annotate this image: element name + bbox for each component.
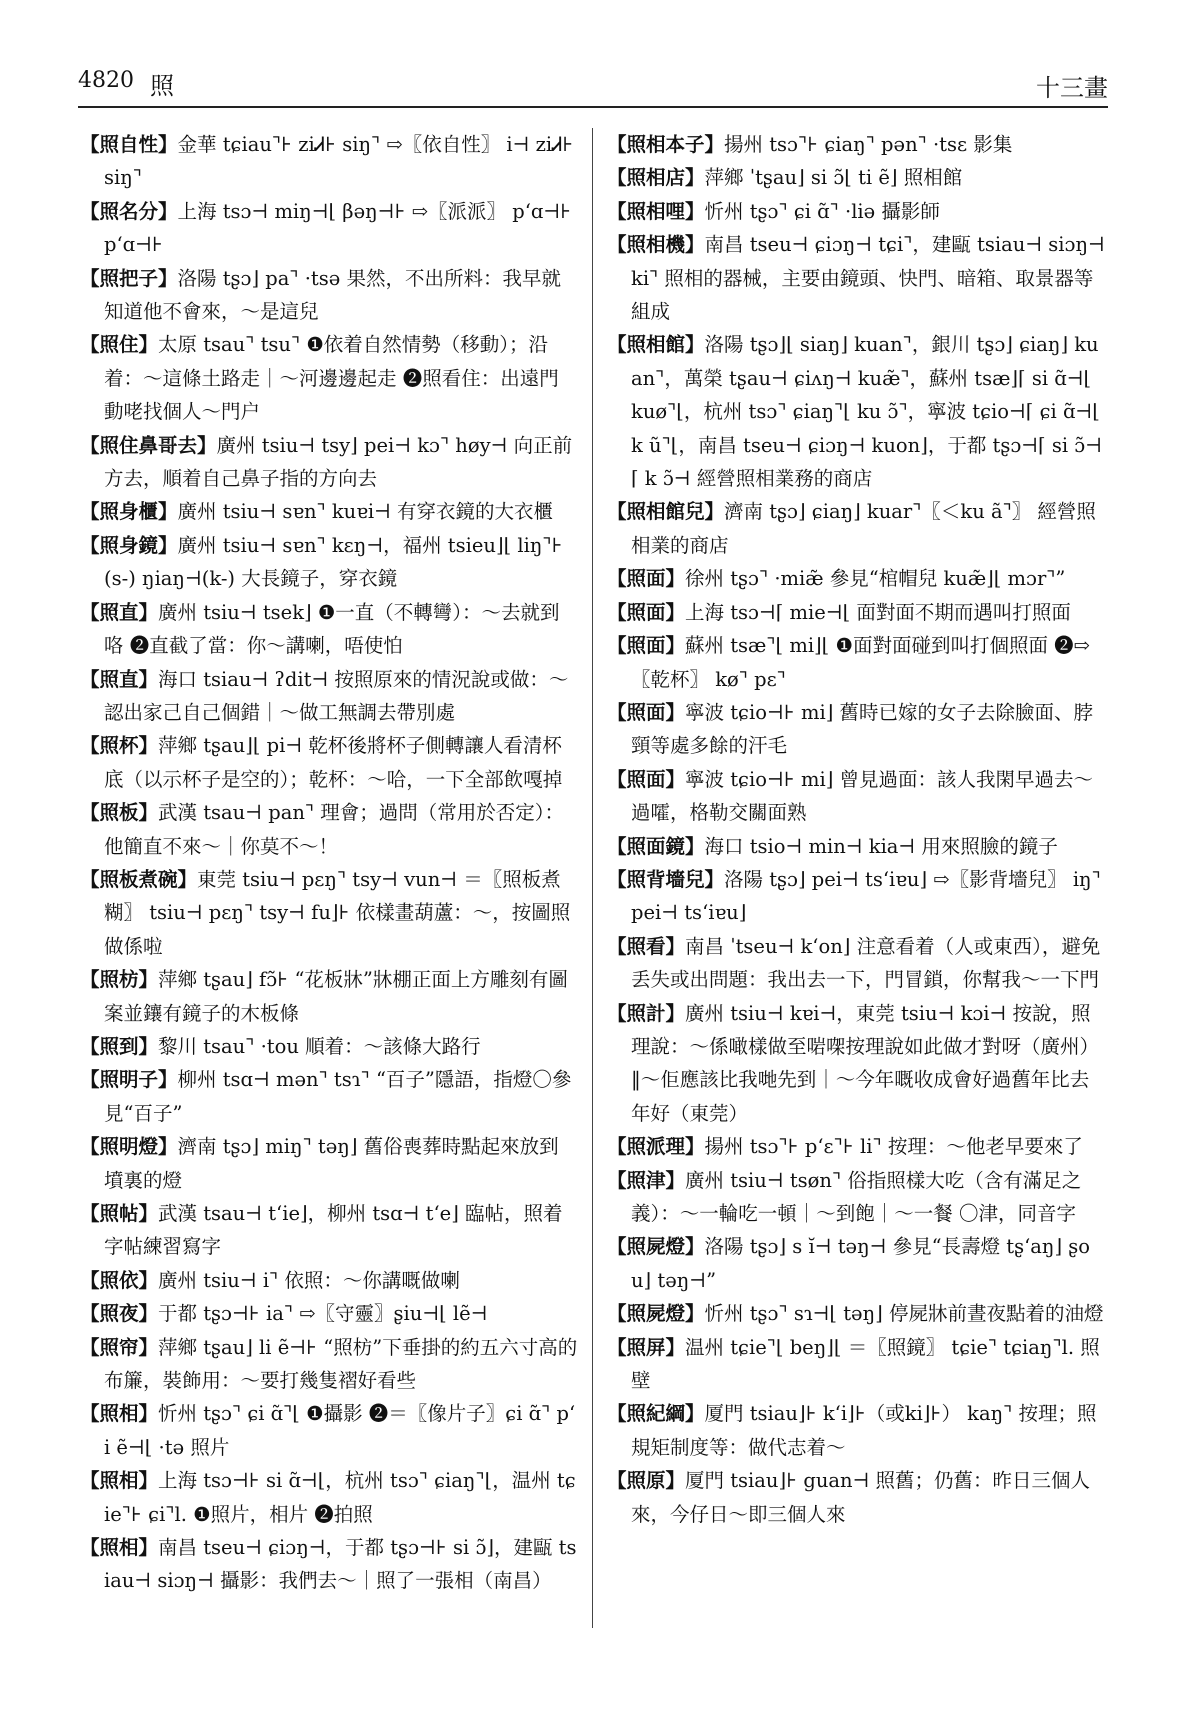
- entry-headword: 【照自性】: [80, 133, 178, 156]
- entry-headword: 【照屍燈】: [607, 1235, 705, 1259]
- dictionary-entry: [80, 429, 578, 496]
- entry-definition: 武漢 tsau⊣ tʻie⌋，柳州 tsɑ⊣ tʻe⌋ 臨帖，照着字帖練習寫字: [104, 1202, 563, 1259]
- entry-definition: 濟南 tʂɔ⌋ ɕiaŋ⌋ kuar⌝〖＜ku ã⌝〗 經營照相業的商店: [631, 500, 1096, 557]
- entry-definition: 萍鄉 ˈtʂau⌋ si ɔ̃⌊ ti ẽ⌋ 照相館: [704, 166, 963, 190]
- entry-headword: 【照帘】: [80, 1335, 159, 1359]
- entry-headword: 【照面】: [607, 600, 686, 624]
- dictionary-entry: [607, 1297, 1105, 1330]
- entry-definition: 廣州 tsiu⊣ tsøn⌝ 俗指照樣大吃（含有滿足之義）：～一輪吃一頓｜～到飽｜～一餐 〇津，同音字: [631, 1168, 1082, 1225]
- entry-definition: 揚州 tsɔ⌝⊦ pʻɛ⌝⊦ li⌝ 按理：～他老早要來了: [704, 1135, 1083, 1159]
- entry-headword: 【照原】: [607, 1469, 686, 1493]
- entry-definition: 洛陽 tʂɔ⌋ pei⊣ tsʻiɐu⌋ ⇨〖影背墻兒〗 iŋ⌝ pei⊣ tsʻiɐu⌋: [631, 867, 1101, 925]
- entry-headword: 【照屏】: [607, 1335, 686, 1359]
- entry-definition: 厦門 tsiau⌋⊦ kʻi⌋⊦（或ki⌋⊦） kaŋ⌝ 按理；照規矩制度等：做代志着～: [631, 1402, 1097, 1459]
- dictionary-entry: [80, 529, 578, 596]
- entry-definition: 温州 tɕie⌝⌊ beŋ⌋⌊ ＝〖照鏡〗 tɕie⌝ tɕiaŋ⌝l. 照壁: [631, 1335, 1100, 1393]
- dictionary-entry: [80, 1464, 578, 1531]
- dictionary-entry: [80, 596, 578, 663]
- stroke-count-label: 十三畫: [1036, 74, 1108, 102]
- entry-definition: 廣州 tsiu⊣ i⌝ 依照：～你講嘅做喇: [158, 1268, 460, 1292]
- dictionary-entry: [607, 228, 1105, 328]
- dictionary-entry: [607, 997, 1105, 1131]
- entry-headword: 【照杯】: [80, 734, 159, 758]
- head-character: 照: [150, 72, 174, 100]
- page-number: 4820: [78, 68, 134, 93]
- entry-headword: 【照相】: [80, 1402, 159, 1426]
- dictionary-entry: [80, 1297, 578, 1330]
- dictionary-entry: [80, 1197, 578, 1264]
- entry-definition: 海口 tsio⊣ min⊣ kia⊣ 用來照臉的鏡子: [704, 834, 1058, 858]
- dictionary-entry: [80, 963, 578, 1030]
- entry-headword: 【照相館】: [607, 333, 705, 357]
- entry-headword: 【照計】: [607, 1001, 686, 1025]
- dictionary-entry: [80, 1531, 578, 1598]
- entry-headword: 【照相機】: [607, 233, 705, 257]
- entry-headword: 【照到】: [80, 1034, 159, 1058]
- entry-headword: 【照直】: [80, 667, 159, 691]
- entry-definition: 洛陽 tʂɔ⌋ s ĭ⊣ təŋ⊣ 參見“長壽燈 tʂʻaŋ⌋ ʂou⌋ təŋ⊣”: [631, 1235, 1091, 1292]
- dictionary-entry: [607, 596, 1105, 629]
- entry-definition: 上海 tsɔ⊣⌈ mie⊣⌊ 面對面不期而遇叫打照面: [685, 600, 1071, 624]
- entry-headword: 【照相店】: [607, 166, 705, 190]
- dictionary-entry: [607, 763, 1105, 830]
- entry-definition: 萍鄉 tʂau⌋ li ẽ⊣⊦ “照枋”下垂掛的約五六寸高的布簾，裝飾用：～要打幾隻褶好看些: [104, 1335, 578, 1393]
- entry-headword: 【照名分】: [80, 199, 178, 223]
- entry-definition: 海口 tsiau⊣ ʔdit⊣ 按照原來的情況說或做：～認出家己自己個錯｜～做工無調去帶別處: [104, 667, 569, 724]
- dictionary-entry: [80, 729, 578, 796]
- entry-headword: 【照住】: [80, 333, 159, 357]
- entry-headword: 【照帖】: [80, 1202, 159, 1225]
- entry-headword: 【照明子】: [80, 1068, 178, 1092]
- entry-headword: 【照面】: [607, 634, 686, 658]
- dictionary-entry: [80, 495, 578, 528]
- entry-headword: 【照身櫃】: [80, 500, 178, 524]
- entry-headword: 【照明燈】: [80, 1135, 178, 1159]
- entry-definition: 洛陽 tʂɔ⌋⌊ siaŋ⌋ kuan⌝，銀川 tʂɔ⌋ ɕiaŋ⌋ kuan⌝，萬榮 tʂau⊣ ɕiʌŋ⊣ kuæ̃⌝，蘇州 tsæ⌋⌈ si ɑ̃⊣⌊ kuø⌝⌊，杭州 tsɔ⌝ ɕiaŋ⌝⌊ ku ɔ̃⌝，寧波 tɕio⊣⌈ ɕi ɑ̃⊣⌊ k ũ⌝⌊，南昌 tseu⊣ ɕiɔŋ⊣ kuon⌋，于都 tʂɔ⊣⌈ si ɔ̃⊣⌈ k ɔ̃⊣ 經營照相業務的商店: [631, 333, 1102, 491]
- dictionary-entry: [607, 930, 1105, 997]
- entry-definition: 廣州 tsiu⊣ sɐn⌝ kɛŋ⊣，福州 tsieu⌋⌊ liŋ⌝⊦ (s-) ŋiaŋ⊣(k-) 大長鏡子，穿衣鏡: [104, 533, 563, 591]
- entry-headword: 【照相】: [80, 1536, 159, 1560]
- entry-headword: 【照枋】: [80, 968, 159, 992]
- dictionary-entry: [607, 128, 1105, 161]
- dictionary-entry: [80, 1063, 578, 1130]
- dictionary-entry: [80, 262, 578, 329]
- entry-headword: 【照板】: [80, 801, 159, 825]
- entry-headword: 【照相哩】: [607, 199, 705, 223]
- dictionary-entry: [607, 562, 1105, 595]
- page-header: [78, 60, 1108, 108]
- entry-definition: 忻州 tʂɔ⌝ ɕi ɑ̃⌝⌊ ❶攝影 ❷＝〖像片子〗ɕi ɑ̃⌝ pʻi ẽ⊣⌊ ·tə 照片: [104, 1402, 576, 1459]
- left-column: [80, 128, 578, 1628]
- dictionary-entry: [80, 1130, 578, 1197]
- entry-definition: 柳州 tsɑ⊣ mən⌝ tsɿ⌝ “百子”隱語，指燈〇參見“百子”: [104, 1068, 572, 1125]
- entry-headword: 【照紀綱】: [607, 1402, 705, 1426]
- entry-definition: 忻州 tʂɔ⌝ ɕi ɑ̃⌝ ·liə 攝影師: [704, 199, 940, 223]
- entry-headword: 【照直】: [80, 600, 159, 624]
- entry-headword: 【照相】: [80, 1469, 159, 1493]
- entry-headword: 【照面】: [607, 567, 686, 591]
- entry-definition: 廣州 tsiu⊣ tsy⌋ pei⊣ kɔ⌝ høy⊣ 向正前方去，順着自己鼻子指的方向去: [104, 433, 573, 491]
- entry-definition: 上海 tsɔ⊣ miŋ⊣⌊ βəŋ⊣⊦ ⇨〖派派〗 pʻɑ⊣⊦ pʻɑ⊣⊦: [104, 199, 572, 257]
- dictionary-entry: [607, 696, 1105, 763]
- entry-headword: 【照把子】: [80, 266, 178, 290]
- dictionary-entry: [80, 328, 578, 428]
- entry-definition: 金華 tɕiau⌝⊦ ziᏗ⊦ siŋ⌝ ⇨〖依自性〗 i⊣ ziᏗ⊦ siŋ⌝: [104, 133, 574, 190]
- dictionary-entry: [607, 495, 1105, 562]
- entry-definition: 揚州 tsɔ⌝⊦ ɕiaŋ⌝ pən⌝ ·tsɛ 影集: [724, 133, 1013, 156]
- entry-headword: 【照屍燈】: [607, 1302, 705, 1326]
- entry-headword: 【照派理】: [607, 1135, 705, 1159]
- dictionary-entry: [607, 1230, 1105, 1297]
- entry-definition: 洛陽 tʂɔ⌋ pa⌝ ·tsə 果然，不出所料：我早就知道他不會來，～是這兒: [104, 266, 562, 324]
- entry-definition: 太原 tsau⌝ tsu⌝ ❶依着自然情勢（移動）；沿着：～這條土路走｜～河邊邊起走 ❷照看住：出遠門動咾找個人～門户: [104, 333, 559, 424]
- dictionary-entry: [607, 1397, 1105, 1464]
- entry-definition: 上海 tsɔ⊣⊦ si ɑ̃⊣⌊，杭州 tsɔ⌝ ɕiaŋ⌝⌊，温州 tɕie⌝⊦ ɕi⌝l. ❶照片，相片 ❷拍照: [104, 1469, 576, 1526]
- entry-definition: 寧波 tɕio⊣⊦ mi⌋ 舊時已嫁的女子去除臉面、脖頸等處多餘的汗毛: [631, 700, 1094, 758]
- entry-definition: 南昌 tseu⊣ ɕiɔŋ⊣ tɕi⌝，建甌 tsiau⊣ siɔŋ⊣ ki⌝ 照相的器械，主要由鏡頭、快門、暗箱、取景器等組成: [631, 233, 1105, 324]
- entry-headword: 【照依】: [80, 1268, 159, 1292]
- entry-definition: 萍鄉 tʂau⌋ fɔ̃⊦ “花板牀”牀棚正面上方雕刻有圖案並鑲有鏡子的木板條: [104, 968, 568, 1025]
- entry-definition: 萍鄉 tʂau⌋⌊ pi⊣ 乾杯後將杯子側轉讓人看清杯底（以示杯子是空的）；乾杯：～哈，一下全部飲嘎掉: [104, 734, 563, 791]
- entry-definition: 廣州 tsiu⊣ tsek⌋ ❶一直（不轉彎）：～去就到咯 ❷直截了當：你～講喇，唔使怕: [104, 600, 560, 658]
- entry-definition: 寧波 tɕio⊣⊦ mi⌋ 曾見過面：該人我閑早過去～過嚯，格勒交關面熟: [631, 767, 1094, 825]
- entry-definition: 蘇州 tsæ⌝⌊ mi⌋⌊ ❶面對面碰到叫打個照面 ❷⇨〖乾杯〗 kø⌝ pɛ⌝: [631, 634, 1090, 691]
- entry-definition: 濟南 tʂɔ⌋ miŋ⌝ təŋ⌋ 舊俗喪葬時點起來放到墳裏的燈: [104, 1135, 559, 1192]
- dictionary-entry: [607, 863, 1105, 930]
- entry-definition: 忻州 tʂɔ⌝ sɿ⊣⌊ təŋ⌋ 停屍牀前晝夜點着的油燈: [704, 1302, 1104, 1326]
- entry-definition: 南昌 ˈtseu⊣ kʻon⌋ 注意看着（人或東西），避免丢失或出問題：我出去一下，門冒鎖，你幫我～一下門: [631, 934, 1101, 992]
- entry-headword: 【照住鼻哥去】: [80, 433, 217, 457]
- entry-headword: 【照面】: [607, 767, 686, 791]
- entry-definition: 武漢 tsau⊣ pan⌝ 理會；過問（常用於否定）：他簡直不來～｜你莫不～！: [104, 801, 564, 858]
- dictionary-entry: [80, 796, 578, 863]
- entry-headword: 【照面】: [607, 700, 686, 724]
- dictionary-entry: [607, 1464, 1105, 1531]
- dictionary-entry: [80, 1030, 578, 1063]
- entry-definition: 黎川 tsau⌝ ·tou 順着：～該條大路行: [158, 1034, 481, 1058]
- dictionary-entry: [607, 830, 1105, 863]
- dictionary-entry: [80, 663, 578, 730]
- dictionary-entry: [607, 1331, 1105, 1398]
- dictionary-entry: [607, 161, 1105, 194]
- dictionary-entry: [80, 195, 578, 262]
- entry-definition: 廣州 tsiu⊣ kɐi⊣，東莞 tsiu⊣ kɔi⊣ 按說，照理說：～係噉樣做至啱㗎按理說如此做才對呀（廣州）‖～佢應該比我哋先到｜～今年嘅收成會好過舊年比去年好（東莞）: [631, 1001, 1100, 1125]
- entry-headword: 【照相館兒】: [607, 500, 725, 524]
- entry-headword: 【照面鏡】: [607, 834, 705, 858]
- entry-headword: 【照背墻兒】: [607, 867, 725, 891]
- dictionary-entry: [80, 128, 578, 195]
- dictionary-entry: [607, 195, 1105, 228]
- dictionary-entry: [80, 1397, 578, 1464]
- entry-definition: 廣州 tsiu⊣ sɐn⌝ kuɐi⊣ 有穿衣鏡的大衣櫃: [177, 500, 554, 524]
- right-column: [607, 128, 1105, 1628]
- entry-headword: 【照看】: [607, 934, 686, 958]
- entry-headword: 【照津】: [607, 1168, 686, 1192]
- entry-definition: 于都 tʂɔ⊣⊦ ia⌝ ⇨〖守靈〗ʂiu⊣⌊ lẽ⊣: [158, 1302, 488, 1326]
- entry-definition: 東莞 tsiu⊣ pɛŋ⌝ tsy⊣ vun⊣ ＝〖照板煮糊〗 tsiu⊣ pɛŋ⌝ tsy⊣ fu⌋⊦ 依樣畫葫蘆：～，按圖照做係啦: [104, 867, 571, 958]
- entry-headword: 【照夜】: [80, 1302, 159, 1326]
- dictionary-entry: [607, 629, 1105, 696]
- dictionary-entry: [80, 1331, 578, 1398]
- entry-headword: 【照身鏡】: [80, 533, 178, 557]
- dictionary-entry: [80, 1264, 578, 1297]
- dictionary-entry: [607, 1130, 1105, 1163]
- entry-definition: 厦門 tsiau⌋⊦ guan⊣ 照舊；仍舊：昨日三個人來，今仔日～即三個人來: [631, 1469, 1091, 1526]
- entry-definition: 徐州 tʂɔ⌝ ·miæ̃ 參見“棺帽兒 kuæ̃⌋⌊ mɔr⌝”: [685, 567, 1066, 591]
- column-divider: [592, 128, 593, 1628]
- dictionary-entry: [607, 1164, 1105, 1231]
- entry-headword: 【照相本子】: [607, 133, 725, 156]
- dictionary-entry: [607, 328, 1105, 495]
- entry-headword: 【照板煮碗】: [80, 867, 198, 891]
- dictionary-columns: [80, 128, 1110, 1628]
- dictionary-entry: [80, 863, 578, 963]
- entry-definition: 南昌 tseu⊣ ɕiɔŋ⊣，于都 tʂɔ⊣⊦ si ɔ̃⌋，建甌 tsiau⊣ siɔŋ⊣ 攝影：我們去～｜照了一張相（南昌）: [104, 1536, 577, 1593]
